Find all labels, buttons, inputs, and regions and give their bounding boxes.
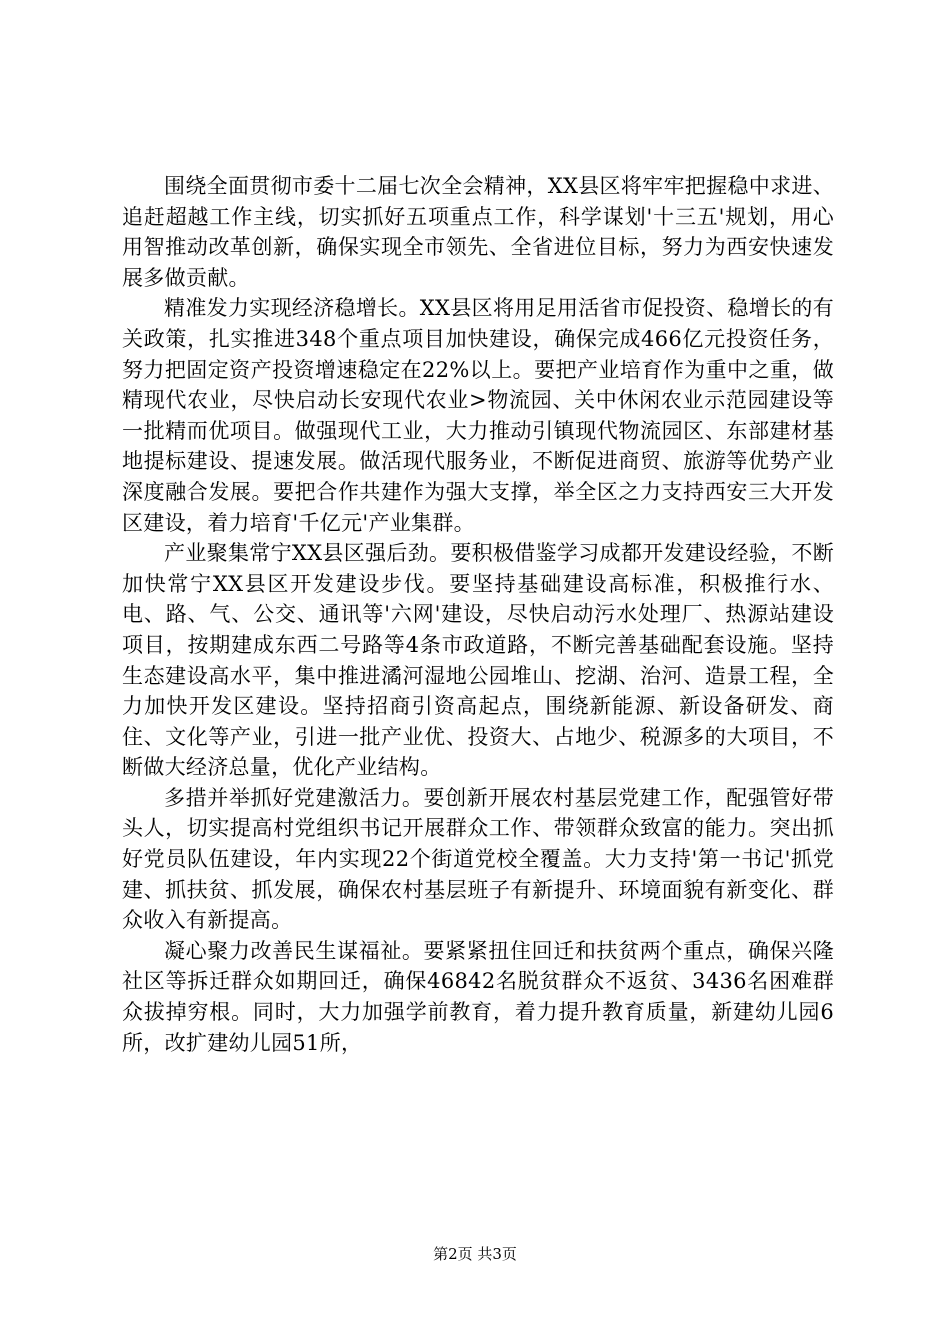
document-body (122, 171, 834, 1058)
paragraph-party-building: 多措并举抓好党建激活力。要创新开展农村基层党建工作，配强管好带头人，切实提高村党组织书记开展群众工作、带领群众致富的能力。突出抓好党员队伍建设，年内实现22个街道党校全覆盖。大力支持'第一书记'抓党建、抓扶贫、抓发展，确保农村基层班子有新提升、环境面貌有新变化、群众收入有新提高。 (122, 785, 834, 933)
paragraph-livelihood: 凝心聚力改善民生谋福祉。要紧紧扭住回迁和扶贫两个重点，确保兴隆社区等拆迁群众如期回迁，确保46842名脱贫群众不返贫、3436名困难群众拔掉穷根。同时，大力加强学前教育，着力提升教育质量，新建幼儿园6所，改扩建幼儿园51所， (122, 938, 834, 1055)
paragraph-intro: 围绕全面贯彻市委十二届七次全会精神，XX县区将牢牢把握稳中求进、追赶超越工作主线，切实抓好五项重点工作，科学谋划'十三五'规划，用心用智推动改革创新，确保实现全市领先、全省进位目标，努力为西安快速发展多做贡献。 (122, 174, 834, 290)
paragraph-industry: 产业聚集常宁XX县区强后劲。要积极借鉴学习成都开发建设经验，不断加快常宁XX县区开发建设步伐。要坚持基础建设高标准，积极推行水、电、路、气、公交、通讯等'六网'建设，尽快启动污水处理厂、热源站建设项目，按期建成东西二号路等4条市政道路，不断完善基础配套设施。坚持生态建设高水平，集中推进潏河湿地公园堆山、挖湖、治河、造景工程，全力加快开发区建设。坚持招商引资高起点，围绕新能源、新设备研发、商住、文化等产业，引进一批产业优、投资大、占地少、税源多的大项目，不断做大经济总量，优化产业结构。 (122, 541, 834, 780)
page-footer: 第2页 共3页 (433, 1245, 517, 1263)
paragraph-economy: 精准发力实现经济稳增长。XX县区将用足用活省市促投资、稳增长的有关政策，扎实推进348个重点项目加快建设，确保完成466亿元投资任务，努力把固定资产投资增速稳定在22%以上。要把产业培育作为重中之重，做精现代农业，尽快启动长安现代农业>物流园、关中休闲农业示范园建设等一批精而优项目。做强现代工业，大力推动引镇现代物流园区、东部建材基地提标建设、提速发展。做活现代服务业，不断促进商贸、旅游等优势产业深度融合发展。要把合作共建作为强大支撑，举全区之力支持西安三大开发区建设，着力培育'千亿元'产业集群。 (122, 296, 834, 535)
